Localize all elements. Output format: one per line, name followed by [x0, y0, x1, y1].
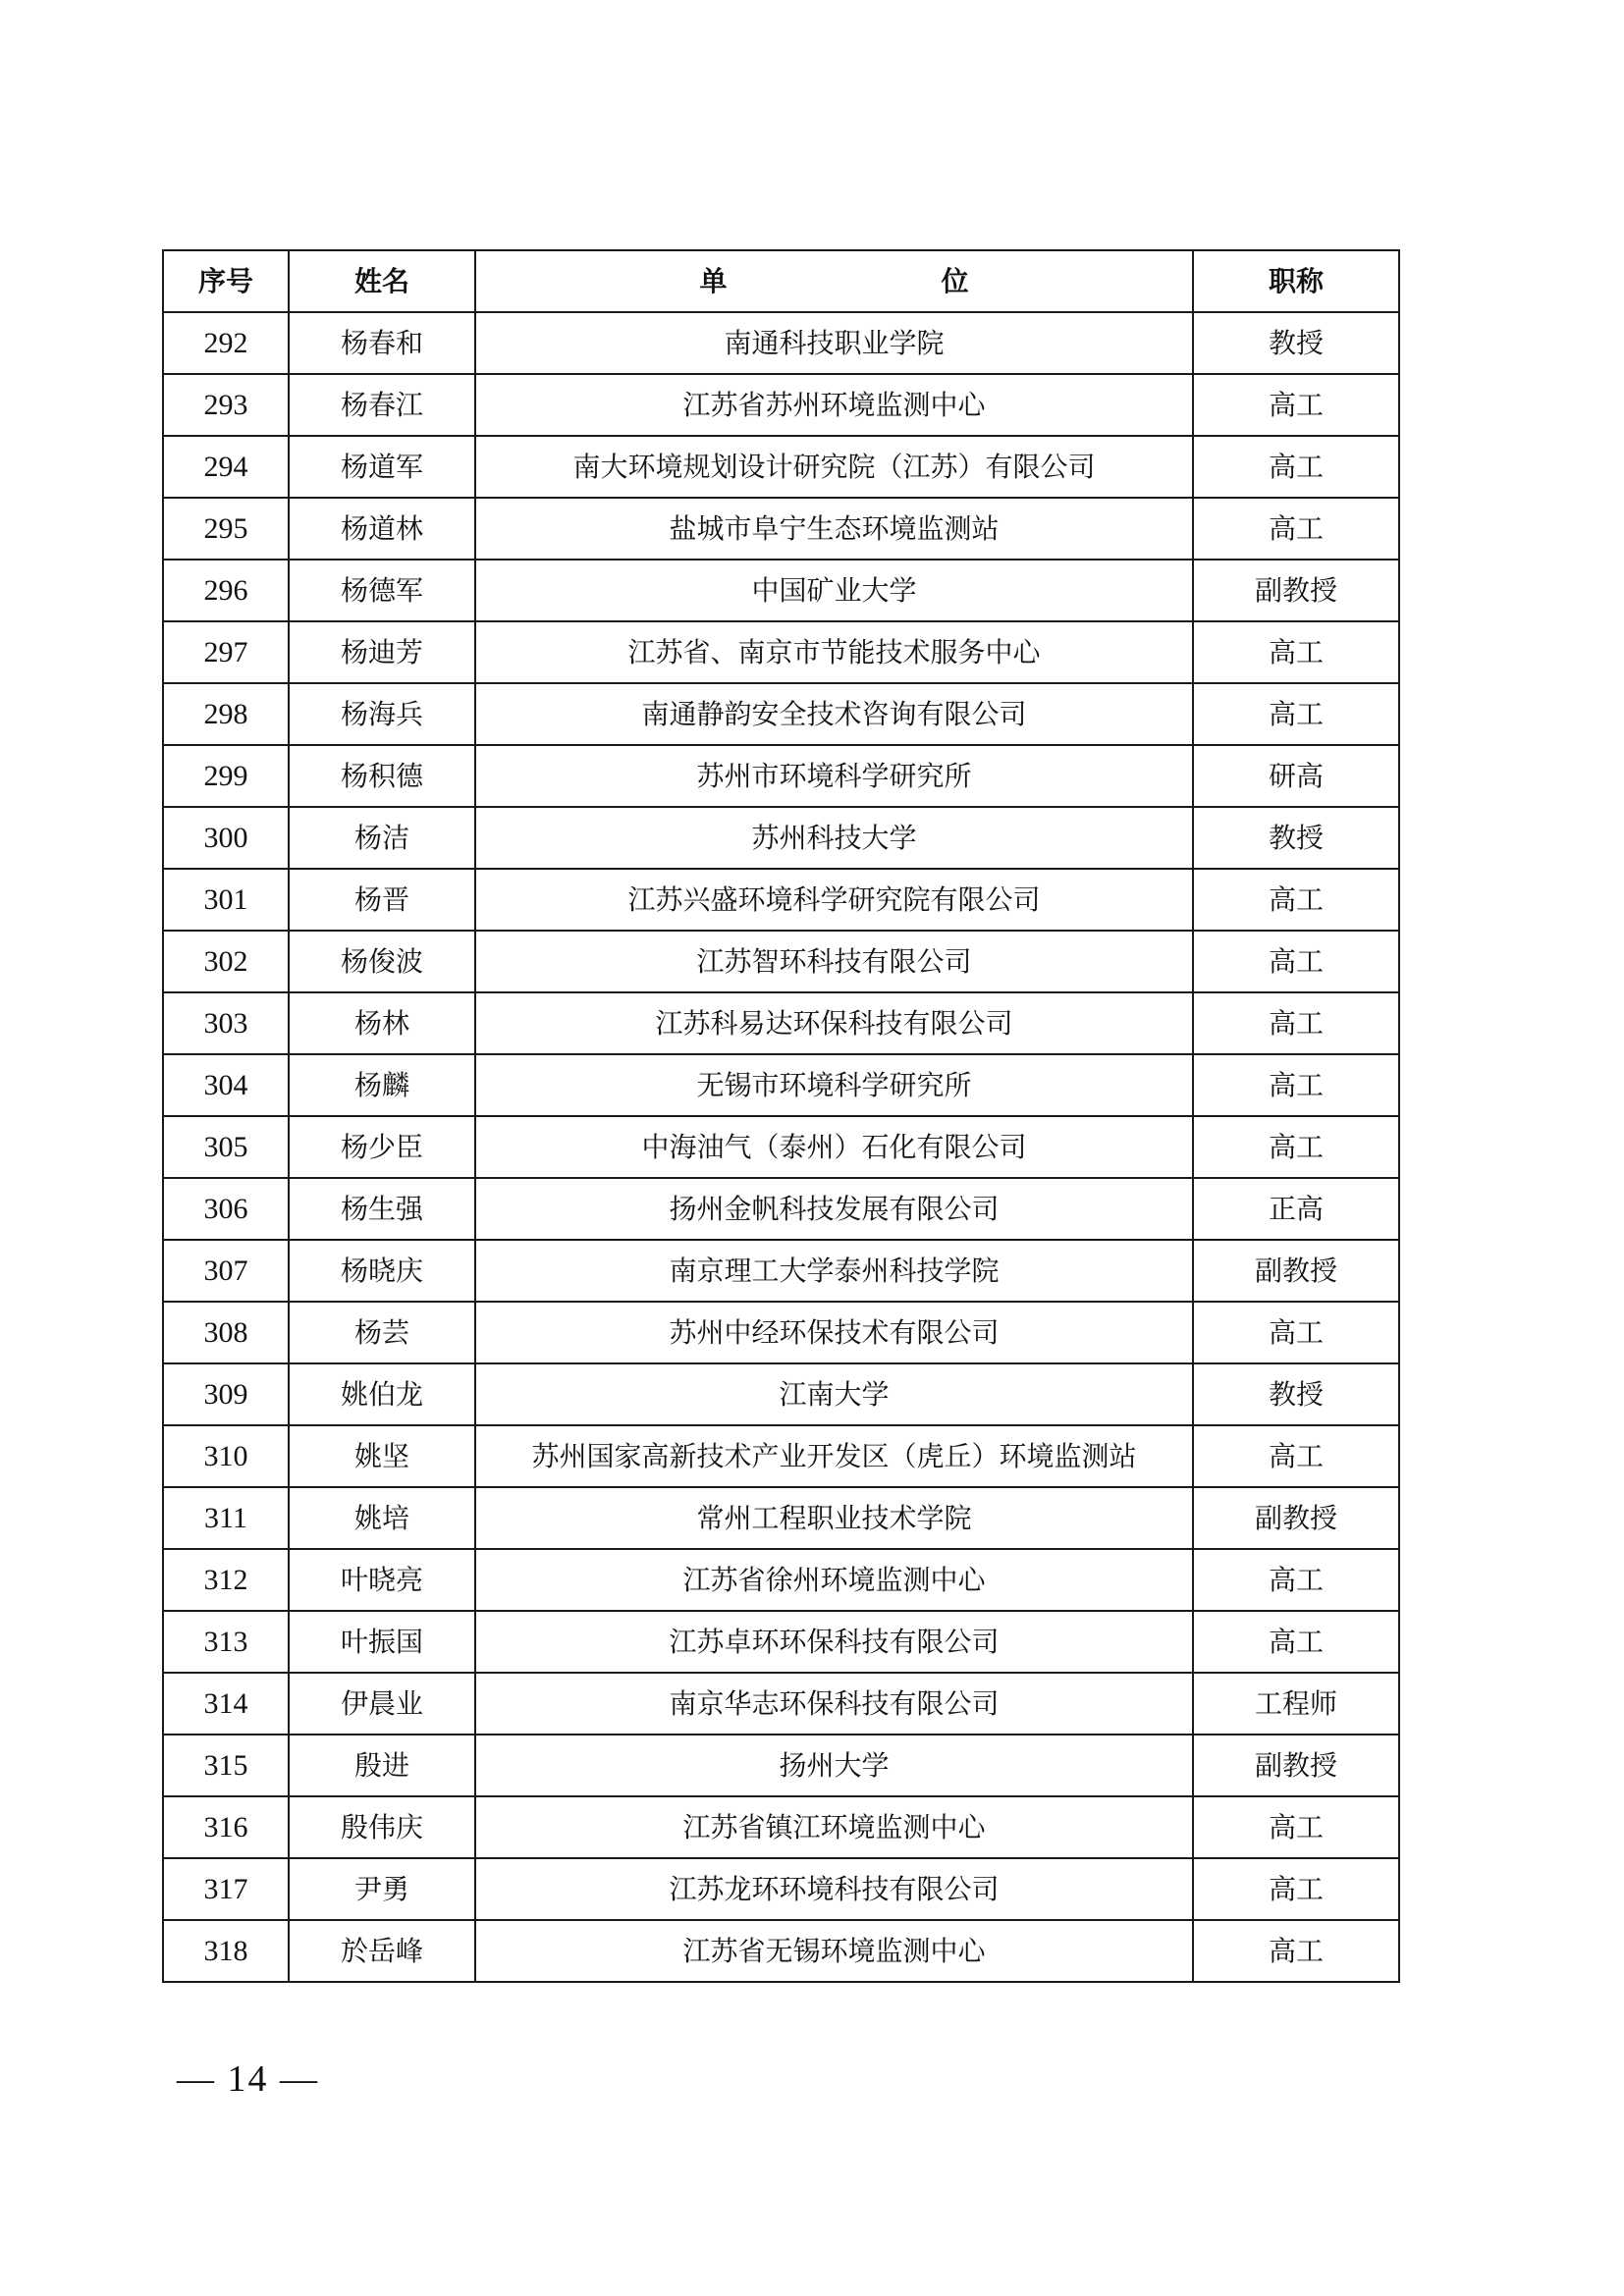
cell-serial-number: 296	[163, 560, 289, 621]
cell-serial-number: 314	[163, 1673, 289, 1735]
cell-unit: 南通科技职业学院	[475, 312, 1193, 374]
cell-serial-number: 309	[163, 1363, 289, 1425]
cell-unit: 常州工程职业技术学院	[475, 1487, 1193, 1549]
cell-serial-number: 303	[163, 992, 289, 1054]
cell-name: 伊晨业	[289, 1673, 475, 1735]
cell-title: 高工	[1193, 1116, 1399, 1178]
cell-unit: 盐城市阜宁生态环境监测站	[475, 498, 1193, 560]
cell-name: 杨芸	[289, 1302, 475, 1363]
cell-title: 高工	[1193, 1425, 1399, 1487]
table-header-row	[163, 250, 1399, 312]
cell-unit: 无锡市环境科学研究所	[475, 1054, 1193, 1116]
table-row	[163, 1858, 1399, 1920]
cell-unit: 苏州市环境科学研究所	[475, 745, 1193, 807]
cell-name: 杨少臣	[289, 1116, 475, 1178]
table-body	[163, 312, 1399, 1982]
cell-name: 杨晓庆	[289, 1240, 475, 1302]
cell-name: 殷伟庆	[289, 1796, 475, 1858]
cell-serial-number: 293	[163, 374, 289, 436]
cell-unit: 江苏省镇江环境监测中心	[475, 1796, 1193, 1858]
cell-serial-number: 310	[163, 1425, 289, 1487]
cell-title: 研高	[1193, 745, 1399, 807]
cell-serial-number: 297	[163, 621, 289, 683]
cell-serial-number: 312	[163, 1549, 289, 1611]
cell-name: 杨麟	[289, 1054, 475, 1116]
table-row	[163, 992, 1399, 1054]
cell-name: 於岳峰	[289, 1920, 475, 1982]
cell-serial-number: 308	[163, 1302, 289, 1363]
cell-title: 高工	[1193, 621, 1399, 683]
cell-name: 杨生强	[289, 1178, 475, 1240]
table-row	[163, 1302, 1399, 1363]
table-row	[163, 807, 1399, 869]
cell-name: 杨春江	[289, 374, 475, 436]
table-row	[163, 1796, 1399, 1858]
cell-unit: 江苏省、南京市节能技术服务中心	[475, 621, 1193, 683]
cell-unit: 扬州大学	[475, 1735, 1193, 1796]
cell-name: 姚伯龙	[289, 1363, 475, 1425]
cell-serial-number: 316	[163, 1796, 289, 1858]
cell-title: 高工	[1193, 1302, 1399, 1363]
table-row	[163, 931, 1399, 992]
cell-name: 杨道林	[289, 498, 475, 560]
cell-title: 高工	[1193, 683, 1399, 745]
cell-unit: 扬州金帆科技发展有限公司	[475, 1178, 1193, 1240]
cell-serial-number: 301	[163, 869, 289, 931]
cell-name: 姚培	[289, 1487, 475, 1549]
header-unit-label: 单 位	[699, 264, 1022, 297]
cell-unit: 江苏省徐州环境监测中心	[475, 1549, 1193, 1611]
cell-title: 高工	[1193, 1549, 1399, 1611]
cell-name: 殷进	[289, 1735, 475, 1796]
table-row	[163, 1920, 1399, 1982]
cell-serial-number: 298	[163, 683, 289, 745]
cell-title: 工程师	[1193, 1673, 1399, 1735]
cell-title: 高工	[1193, 498, 1399, 560]
header-title: 职称	[1193, 250, 1399, 312]
table-row	[163, 1735, 1399, 1796]
cell-name: 杨迪芳	[289, 621, 475, 683]
table-row	[163, 1425, 1399, 1487]
table-row	[163, 1673, 1399, 1735]
cell-title: 高工	[1193, 992, 1399, 1054]
cell-name: 杨林	[289, 992, 475, 1054]
cell-name: 杨春和	[289, 312, 475, 374]
cell-unit: 中国矿业大学	[475, 560, 1193, 621]
cell-title: 高工	[1193, 436, 1399, 498]
table-row	[163, 745, 1399, 807]
cell-title: 正高	[1193, 1178, 1399, 1240]
cell-serial-number: 306	[163, 1178, 289, 1240]
table-row	[163, 1487, 1399, 1549]
cell-unit: 江苏省无锡环境监测中心	[475, 1920, 1193, 1982]
cell-title: 教授	[1193, 807, 1399, 869]
cell-unit: 江苏兴盛环境科学研究院有限公司	[475, 869, 1193, 931]
cell-title: 教授	[1193, 312, 1399, 374]
cell-serial-number: 292	[163, 312, 289, 374]
cell-name: 杨晋	[289, 869, 475, 931]
header-name: 姓名	[289, 250, 475, 312]
cell-serial-number: 313	[163, 1611, 289, 1673]
header-serial-number: 序号	[163, 250, 289, 312]
cell-serial-number: 294	[163, 436, 289, 498]
cell-unit: 江苏省苏州环境监测中心	[475, 374, 1193, 436]
cell-unit: 南京华志环保科技有限公司	[475, 1673, 1193, 1735]
table-row	[163, 1240, 1399, 1302]
table-row	[163, 312, 1399, 374]
cell-title: 高工	[1193, 1611, 1399, 1673]
cell-title: 高工	[1193, 1858, 1399, 1920]
cell-unit: 南通静韵安全技术咨询有限公司	[475, 683, 1193, 745]
cell-unit: 江南大学	[475, 1363, 1193, 1425]
cell-title: 副教授	[1193, 1487, 1399, 1549]
cell-name: 杨道军	[289, 436, 475, 498]
cell-serial-number: 295	[163, 498, 289, 560]
cell-unit: 中海油气（泰州）石化有限公司	[475, 1116, 1193, 1178]
table-row	[163, 498, 1399, 560]
cell-serial-number: 307	[163, 1240, 289, 1302]
cell-serial-number: 315	[163, 1735, 289, 1796]
cell-unit: 江苏科易达环保科技有限公司	[475, 992, 1193, 1054]
cell-name: 杨海兵	[289, 683, 475, 745]
table-row	[163, 374, 1399, 436]
cell-title: 副教授	[1193, 1240, 1399, 1302]
cell-serial-number: 299	[163, 745, 289, 807]
cell-name: 叶振国	[289, 1611, 475, 1673]
cell-name: 尹勇	[289, 1858, 475, 1920]
header-unit	[475, 250, 1193, 312]
cell-serial-number: 300	[163, 807, 289, 869]
expert-list-table	[162, 249, 1400, 1983]
cell-serial-number: 304	[163, 1054, 289, 1116]
cell-serial-number: 302	[163, 931, 289, 992]
cell-name: 杨德军	[289, 560, 475, 621]
cell-unit: 江苏智环科技有限公司	[475, 931, 1193, 992]
page-number: — 14 —	[177, 2058, 319, 2100]
cell-title: 高工	[1193, 869, 1399, 931]
table-row	[163, 1116, 1399, 1178]
cell-title: 高工	[1193, 1054, 1399, 1116]
cell-name: 杨积德	[289, 745, 475, 807]
cell-serial-number: 317	[163, 1858, 289, 1920]
cell-name: 杨洁	[289, 807, 475, 869]
cell-unit: 苏州中经环保技术有限公司	[475, 1302, 1193, 1363]
cell-name: 姚坚	[289, 1425, 475, 1487]
cell-unit: 南大环境规划设计研究院（江苏）有限公司	[475, 436, 1193, 498]
table-row	[163, 683, 1399, 745]
cell-name: 叶晓亮	[289, 1549, 475, 1611]
table-row	[163, 1549, 1399, 1611]
table-row	[163, 1054, 1399, 1116]
cell-unit: 苏州国家高新技术产业开发区（虎丘）环境监测站	[475, 1425, 1193, 1487]
cell-unit: 苏州科技大学	[475, 807, 1193, 869]
cell-serial-number: 311	[163, 1487, 289, 1549]
table-row	[163, 560, 1399, 621]
cell-unit: 江苏卓环环保科技有限公司	[475, 1611, 1193, 1673]
cell-title: 高工	[1193, 1920, 1399, 1982]
table-row	[163, 1363, 1399, 1425]
cell-title: 高工	[1193, 374, 1399, 436]
cell-unit: 江苏龙环环境科技有限公司	[475, 1858, 1193, 1920]
cell-title: 高工	[1193, 931, 1399, 992]
table-row	[163, 1611, 1399, 1673]
cell-unit: 南京理工大学泰州科技学院	[475, 1240, 1193, 1302]
cell-serial-number: 318	[163, 1920, 289, 1982]
cell-title: 副教授	[1193, 1735, 1399, 1796]
cell-name: 杨俊波	[289, 931, 475, 992]
cell-title: 高工	[1193, 1796, 1399, 1858]
cell-title: 副教授	[1193, 560, 1399, 621]
table-row	[163, 621, 1399, 683]
table-row	[163, 436, 1399, 498]
cell-title: 教授	[1193, 1363, 1399, 1425]
table-row	[163, 1178, 1399, 1240]
table-row	[163, 869, 1399, 931]
cell-serial-number: 305	[163, 1116, 289, 1178]
